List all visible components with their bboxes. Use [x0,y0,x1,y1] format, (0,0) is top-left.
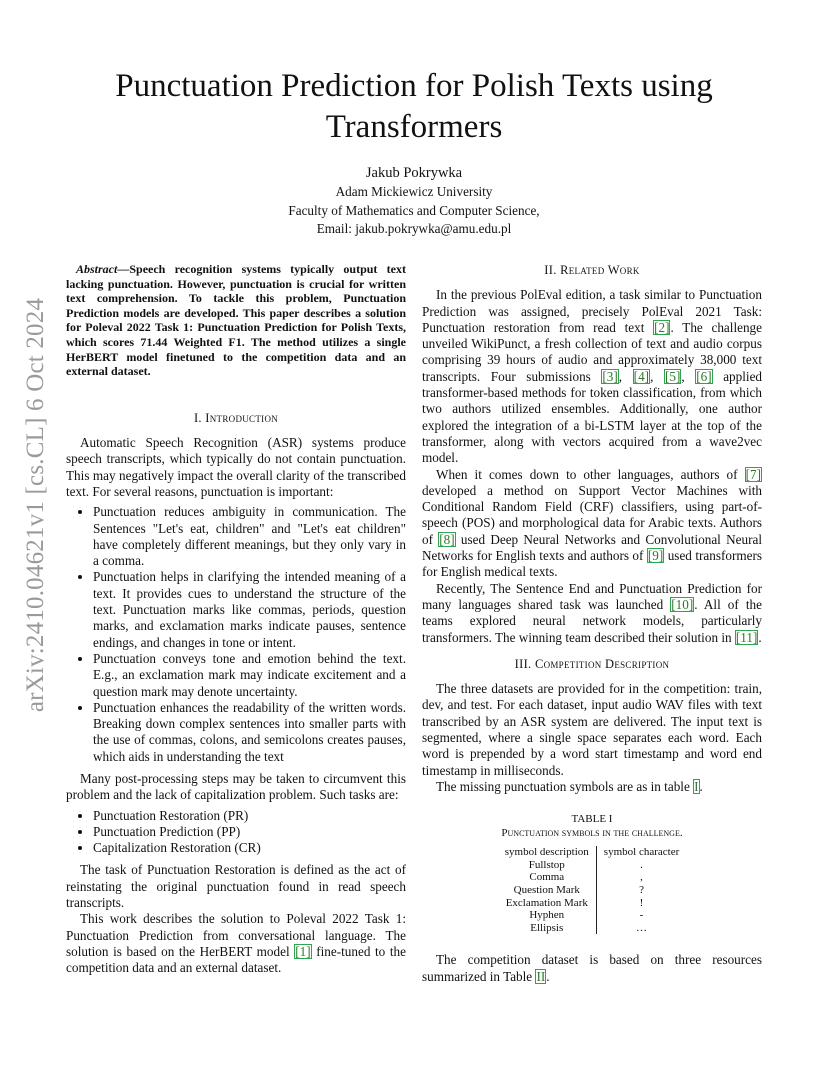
author-email: Email: jakub.pokrywka@amu.edu.pl [316,221,512,236]
text-run: developed a method on Support Vector Machines with Conditional Random Field (CRF) classifiers, using part-of-speech (POS) and morphological data for Arabic texts. Authors of [422,482,762,547]
text-run: . [699,778,703,794]
section-number: III. [514,656,532,671]
importance-list [66,504,406,765]
section-number: I. [193,410,202,425]
table-label: TABLE I [571,813,613,826]
competition-paragraph-1: The three datasets are provided for in the competition: train, dev, and test. For each dataset, input audio WAV files with text transcribed by an ASR system are delivered. The input text is segmented, where a single space separates each word. Each word is prepended by a word start timestamp and word end timestamp in milliseconds. [422,681,762,778]
text-run: . All of the teams explored neural network models, particularly transformers. The winning team described their solution in [422,596,762,645]
list-item: • Punctuation Prediction (PP) [93,824,406,840]
related-paragraph-1: In the previous PolEval edition, a task similar to Punctuation Prediction was assigned, precisely PolEval 2021 Task: Punctuation restoration from read text [2]. The challenge unveiled WikiPunct, a fresh collection of text and audio corpus comprising 39 hours of audio and approximately 38,000 text transcripts. Four submissions [3], [4], [5], [6] applied transformer-based methods for token classification, from which two authors utilized ensembles. Additionally, one author explored the integration of a bi-LSTM layer at the top of the transformer, along with vectors acquired from a wave2vec model. [422,287,763,466]
section-title: Introduction [205,410,279,425]
competition-paragraph-2 [422,779,762,795]
table-header: symbol description [504,846,589,859]
table-row [498,897,686,910]
table-header-row [498,846,686,859]
table-cell: Comma [529,871,565,884]
list-item: • Punctuation helps in clarifying the intended meaning of a text. It provides cues to understand the structure of the text. Punctuation marks like commas, periods, question marks, and exclamation marks indicate pauses, sentence endings, and changes in tone or intent. [93,569,406,650]
table-ref-link[interactable]: I [694,778,699,794]
text-run: This work describes the solution to Poleval 2022 Task 1: Punctuation Prediction from conversational language. The solution is based on the HerBERT model [66,911,406,959]
abstract-text: —Speech recognition systems typically output text lacking punctuation. However, punctuation is crucial for written text comprehension. To tackle this problem, Punctuation Prediction models are developed. This paper describes a solution for Poleval 2022 Task 1: Punctuation Prediction for Polish Texts, which scores 71.44 Weighted F1. The method utilizes a single HerBERT model finetuned to the competition data and an external dataset. [66,262,406,379]
text-run: The competition dataset is based on three resources summarized in Table [422,952,762,984]
list-item: • Capitalization Restoration (CR) [93,840,406,856]
list-item: • Punctuation enhances the readability of the written words. Breaking down complex sentences into smaller parts with the use of commas, colons, and semicolons creates pauses, which aids in understanding the text [93,700,406,765]
table-row [498,859,686,872]
author-block [80,163,748,239]
text-run: When it comes down to other languages, authors of [436,466,745,482]
task-list [66,808,406,857]
intro-paragraph-2: Many post-processing steps may be taken to circumvent this problem and the lack of capitalization problem. Such tasks are: [66,770,406,803]
citation-link[interactable]: [3] [602,368,618,384]
citation-link[interactable]: [6] [696,368,712,384]
citation-link[interactable]: [8] [439,531,455,547]
competition-paragraph-3 [422,952,762,985]
table-cell: . [596,859,686,872]
section-number: II. [544,263,557,277]
list-item: • Punctuation conveys tone and emotion behind the text. E.g., an exclamation mark may indicate excitement and a question mark may denote uncertainty. [93,651,406,700]
punctuation-table [498,846,686,934]
table-row [498,884,686,897]
table-cell: … [596,922,686,935]
table-cell: ? [596,884,686,897]
text-run: . [758,629,762,645]
table-cell: Exclamation Mark [505,896,588,909]
table-cell: Fullstop [528,858,565,871]
table-cell: Question Mark [513,883,580,896]
table-row [498,871,686,884]
citation-link[interactable]: [4] [633,368,650,384]
citation-link[interactable]: [11] [735,629,758,645]
intro-paragraph-4 [66,911,406,976]
table-caption-text: Punctuation symbols in the challenge. [501,826,683,839]
citation-link[interactable]: [10] [671,596,694,612]
section-heading-related-work [422,262,762,278]
citation-link[interactable]: [9] [647,548,664,564]
text-run: fine-tuned to the competition data and an external dataset. [66,943,406,976]
list-item: • Punctuation reduces ambiguity in communication. The Sentences "Let's eat, children" and "Let's eat children" have completely different meanings, but they only vary in a comma. [93,504,406,569]
section-heading-introduction [66,410,406,426]
list-item: • Punctuation Restoration (PR) [93,808,406,824]
citation-link[interactable]: [1] [295,943,311,959]
author-department: Faculty of Mathematics and Computer Science, [288,202,540,218]
text-run: The missing punctuation symbols are as in table [436,778,694,794]
paper-title: Punctuation Prediction for Polish Texts using Transformers [115,68,713,145]
right-column [422,262,762,985]
citation-link[interactable]: [7] [745,466,761,482]
arxiv-identifier-text: arXiv:2410.04621v1 [cs.CL] 6 Oct 2024 [22,297,49,713]
left-column [66,262,406,977]
section-title: Related Work [560,263,640,277]
text-run: used transformers for English medical texts. [422,548,762,580]
text-run: In the previous PolEval edition, a task similar to Punctuation Prediction was assigned, precisely PolEval 2021 Task: Punctuation restoration from read text [422,287,762,335]
related-paragraph-3 [422,581,762,646]
table-row [498,909,686,922]
text-run: Recently, The Sentence End and Punctuation Prediction for many languages shared task was launched [422,580,762,612]
abstract-label: Abstract [76,262,118,276]
table-cell: - [596,909,686,922]
table-caption [422,813,762,840]
table-cell: ! [596,897,686,910]
text-run: applied transformer-based methods for token classification, from which two authors utilized ensembles. Additionally, one author explored the integration of a bi-LSTM layer at the top of the transformer, along with vectors acquired from a wave2vec model. [422,368,763,466]
text-run: used Deep Neural Networks and Convolutional Neural Networks for English texts and authors of [422,531,762,564]
section-title: Competition Description [534,656,670,671]
text-run: . [546,968,550,984]
table-row [498,922,686,935]
citation-link[interactable]: [2] [654,319,670,335]
author-name: Jakub Pokrywka [365,165,463,181]
abstract [66,262,406,379]
arxiv-identifier[interactable] [12,270,60,740]
table-header: symbol character [596,846,686,859]
citation-link[interactable]: [5] [664,368,681,384]
intro-paragraph-3: The task of Punctuation Restoration is defined as the act of reinstating the original punctuation found in read speech transcripts. [66,862,406,911]
table-ref-link[interactable]: II [536,968,546,984]
author-affiliation: Adam Mickiewicz University [335,184,493,199]
related-paragraph-2 [422,467,762,581]
intro-paragraph-1: Automatic Speech Recognition (ASR) systems produce speech transcripts, which typically do not contain punctuation. This may negatively impact the overall clarity of the transcribed text. For several reasons, punctuation is important: [66,435,406,499]
table-cell: Hyphen [529,909,565,922]
table-cell: Ellipsis [530,921,564,934]
table-cell: , [596,871,686,884]
text-run: . The challenge unveiled WikiPunct, a fresh collection of text and audio corpus comprising 39 hours of audio and approximately 38,000 text transcripts. Four submissions [422,319,763,384]
section-heading-competition [422,656,762,672]
